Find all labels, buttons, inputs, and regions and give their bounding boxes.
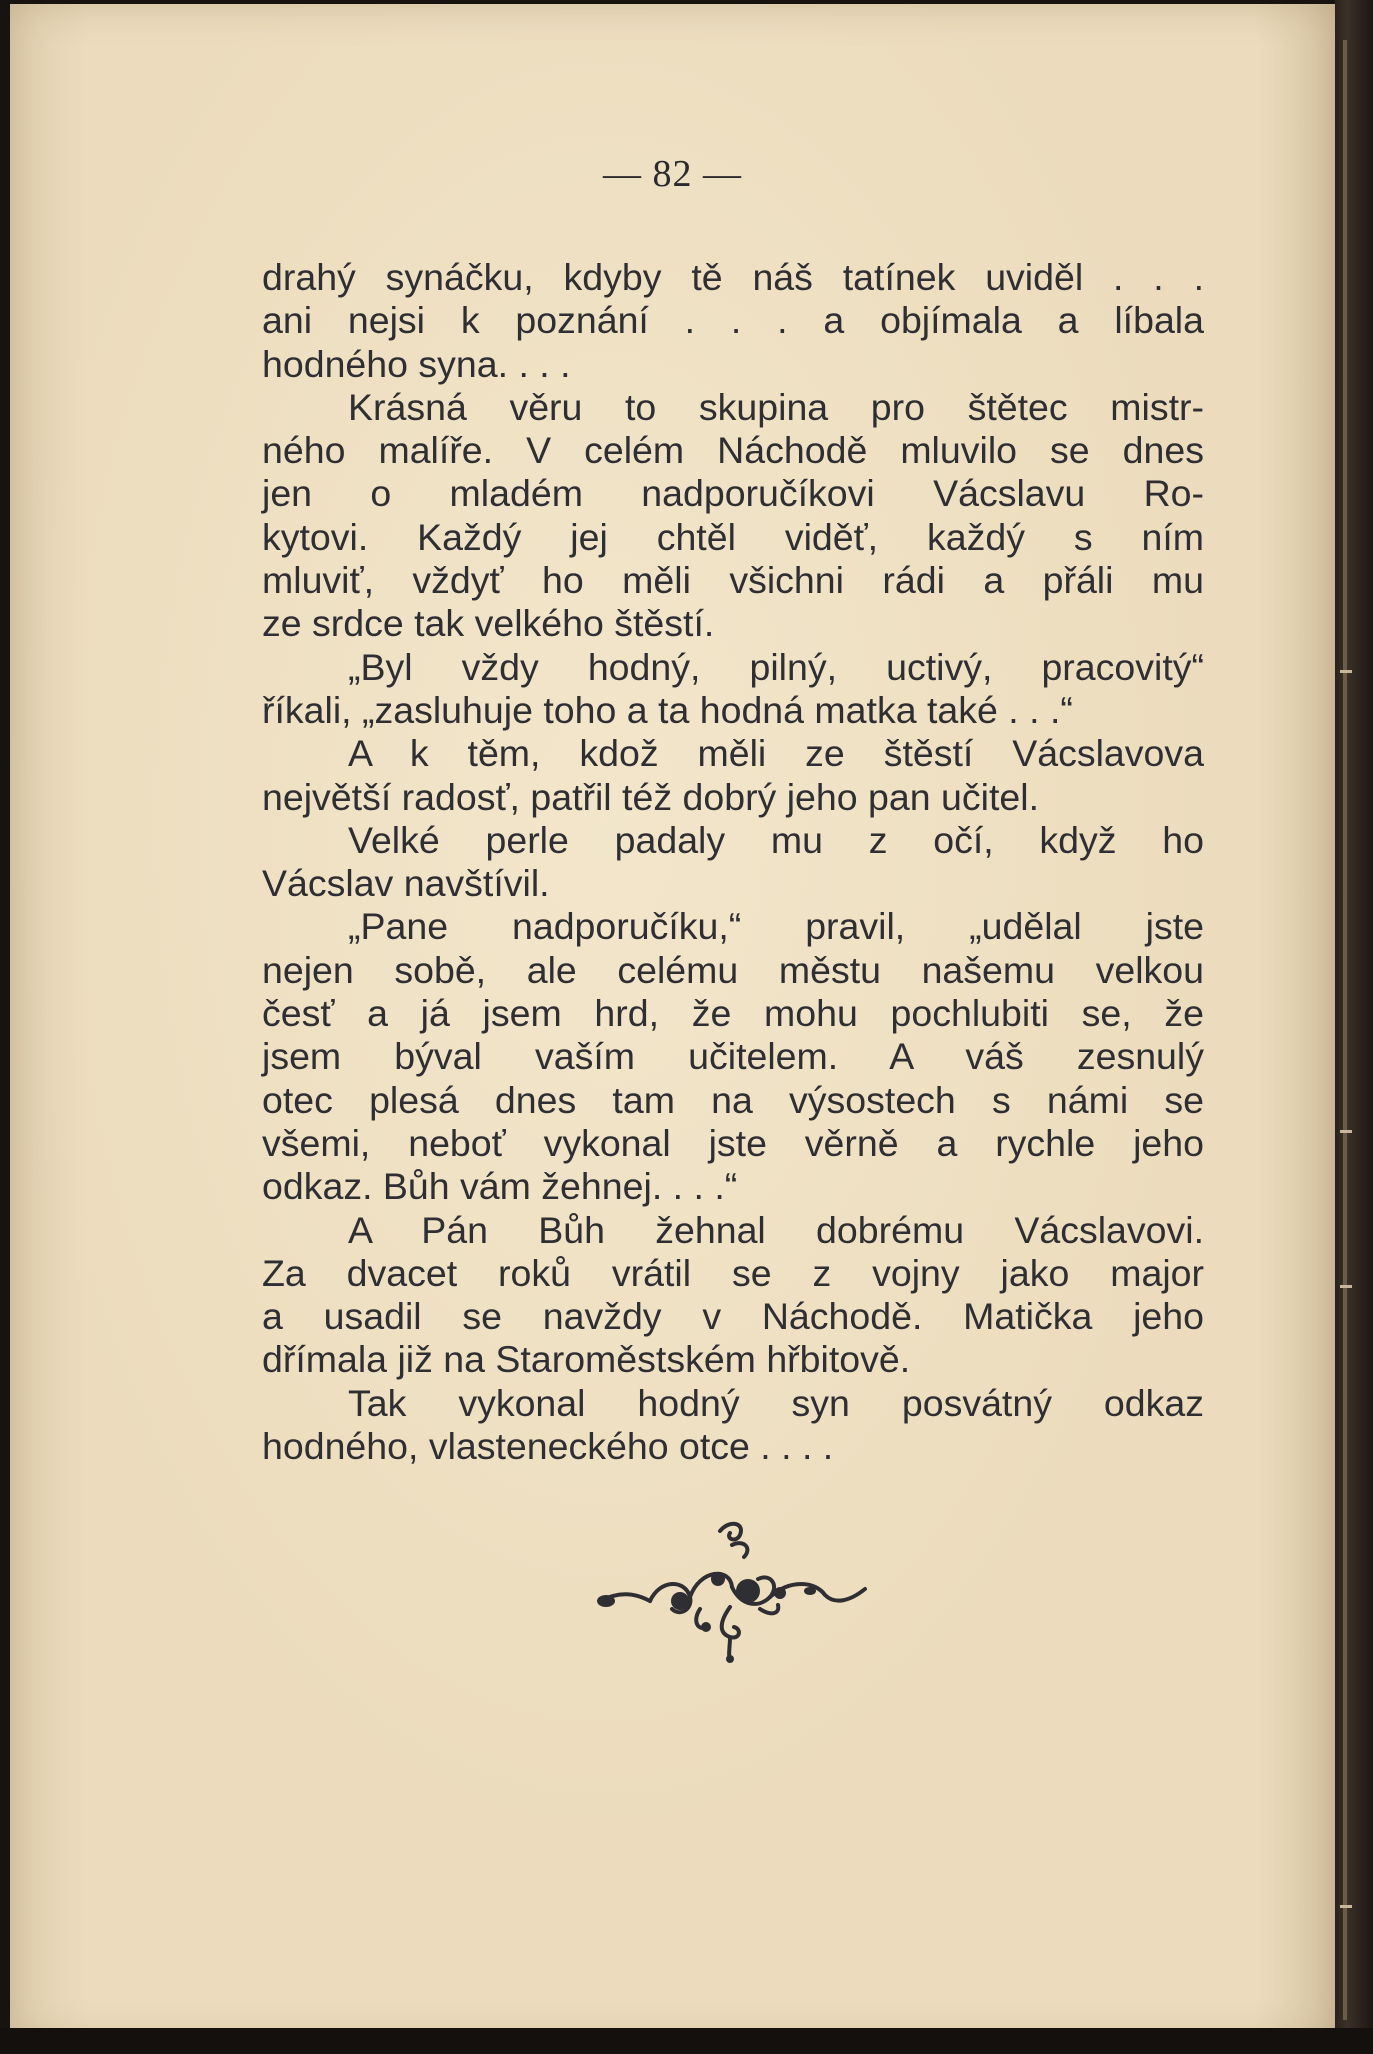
text-line: „Byl vždy hodný, pilný, uctivý, pracovitý“ [348,645,1204,688]
text-line: Za dvacet roků vrátil se z vojny jako major [262,1251,1204,1294]
text-line: ani nejsi k poznání . . . a objímala a líbala [262,299,1204,342]
text-line: ze srdce tak velkého štěstí. [262,602,715,645]
text-line: mluviť, vždyť ho měli všichni rádi a přáli mu [262,559,1204,602]
spine-line [1343,40,1347,2020]
text-line: říkali, „zasluhuje toho a ta hodná matka také . . .“ [262,688,1073,731]
text-line: jen o mladém nadporučíkovi Vácslavu Ro- [262,472,1204,515]
text-line: „Pane nadporučíku,“ pravil, „udělal jste [348,905,1204,948]
text-line: všemi, neboť vykonal jste věrně a rychle jeho [262,1121,1204,1164]
text-line: dřímala již na Staroměstském hřbitově. [262,1338,911,1381]
text-line: otec plesá dnes tam na výsostech s námi se [262,1078,1204,1121]
text-line: hodného syna. . . . [262,342,571,385]
text-line: odkaz. Bůh vám žehnej. . . .“ [262,1165,738,1208]
body-text [262,256,1204,1468]
book-spine-edge [1335,0,1373,2054]
text-line: A k těm, kdož měli ze štěstí Vácslavova [348,732,1204,775]
scan-bottom-edge [0,2028,1373,2054]
text-line: jsem býval vaším učitelem. A váš zesnulý [262,1035,1204,1078]
spine-tick [1340,1285,1352,1288]
text-line: A Pán Bůh žehnal dobrému Vácslavovi. [348,1208,1204,1251]
book-page [10,4,1335,2042]
spine-tick [1340,1130,1352,1133]
page-number: — 82 — [603,153,742,195]
text-line: drahý synáčku, kdyby tě náš tatínek uviděl . . . [262,256,1204,298]
text-line: Krásná věru to skupina pro štětec mistr- [348,385,1204,428]
text-line: hodného, vlasteneckého otce . . . . [262,1425,834,1468]
text-line: největší radosť, patřil též dobrý jeho pan učitel. [262,775,1039,818]
text-line: nejen sobě, ale celému městu našemu velkou [262,948,1204,991]
text-line: Velké perle padaly mu z očí, když ho [348,818,1204,861]
text-line: kytovi. Každý jej chtěl viděť, každý s ním [262,515,1204,558]
spine-tick [1340,1905,1352,1908]
text-line: ného malíře. V celém Náchodě mluvilo se dnes [262,429,1204,472]
spine-tick [1340,670,1352,673]
text-line: Vácslav navštívil. [262,862,550,905]
text-line: Tak vykonal hodný syn posvátný odkaz [348,1381,1204,1424]
floral-ornament-icon [580,1509,880,1669]
text-line: a usadil se navždy v Náchodě. Matička jeho [262,1295,1204,1338]
text-line: česť a já jsem hrd, že mohu pochlubiti se, že [262,992,1204,1035]
